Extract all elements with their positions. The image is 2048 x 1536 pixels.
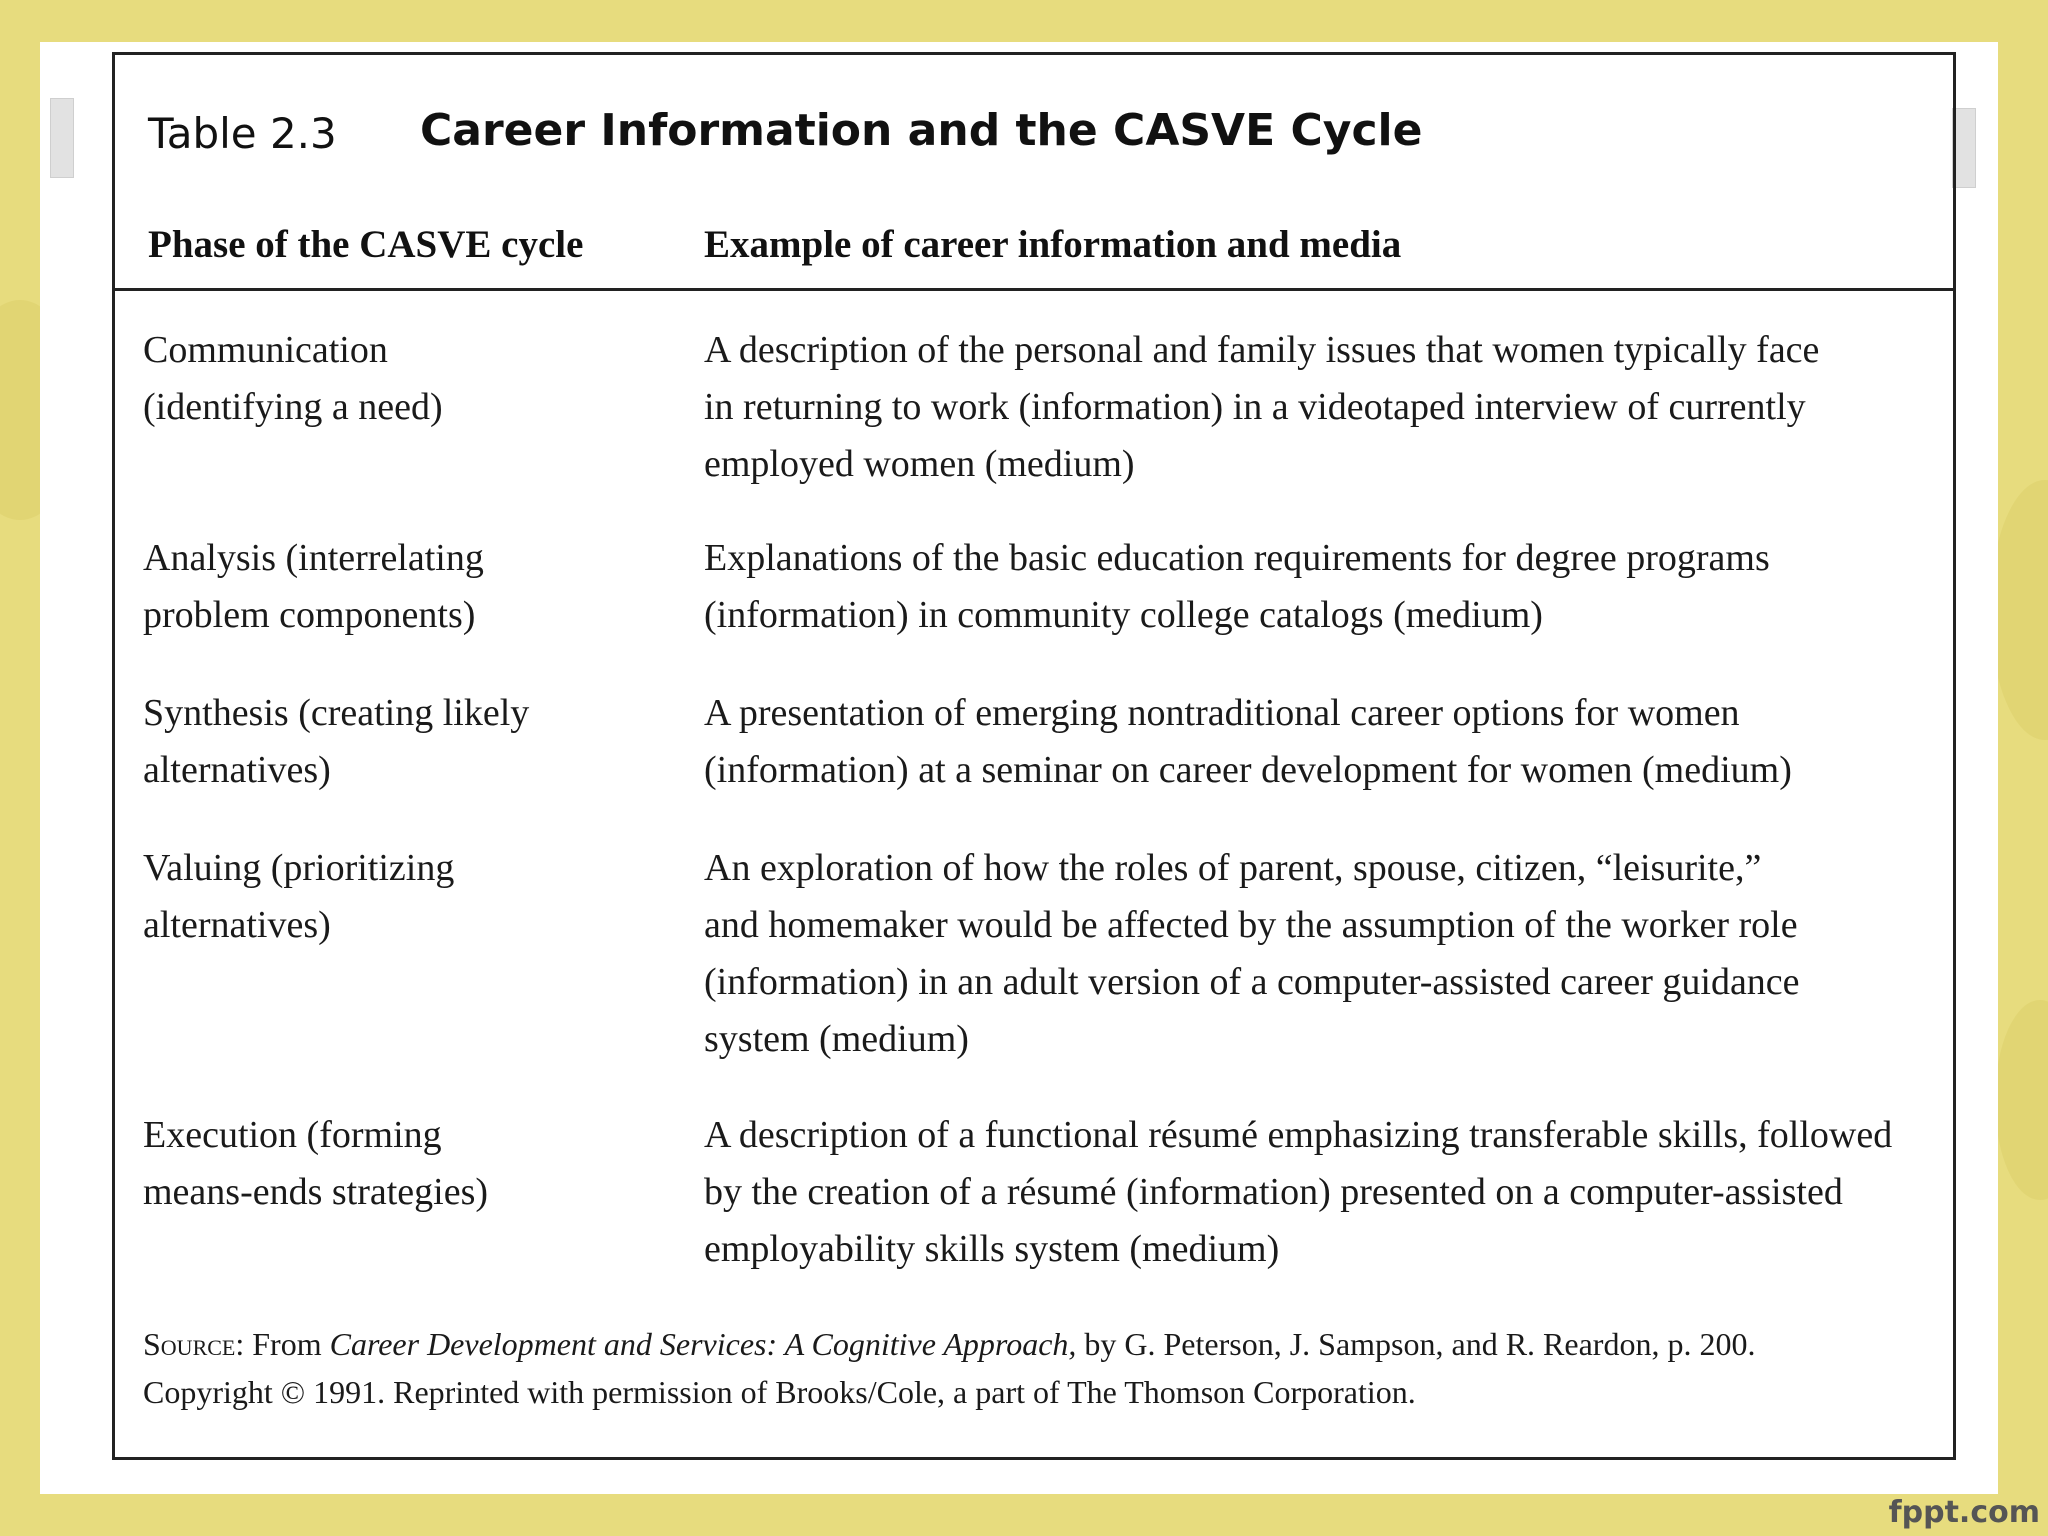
column-header-phase: Phase of the CASVE cycle [148,223,584,266]
table-row-example: An exploration of how the roles of parent, spouse, citizen, “leisurite,” and homemaker would be affected by the assumption of the worker role (information) in an adult version of a computer-assisted career guidance system (medium) [704,847,1800,1060]
table-row-phase: Synthesis (creating likely alternatives) [143,692,530,791]
table-row-example: A presentation of emerging nontraditional career options for women (information) at a seminar on career development for women (medium) [704,692,1792,791]
source-line-1: Source: From Career Development and Services: A Cognitive Approach, by G. Peterson, J. Sampson, and R. Reardon, p. 200. [143,1326,1756,1362]
header-rule [112,288,1956,291]
table-number: Table 2.3 [148,109,337,158]
source-line-2: Copyright © 1991. Reprinted with permission of Brooks/Cole, a part of The Thomson Corporation. [143,1374,1416,1410]
fppt-watermark: fppt.com [1888,1495,2040,1530]
table-row-phase: Communication (identifying a need) [143,329,443,428]
table-row-phase: Valuing (prioritizing alternatives) [143,847,455,946]
table-row-example: A description of a functional résumé emphasizing transferable skills, followed by the creation of a résumé (information) presented on a computer-assisted employability skills system (medium) [704,1114,1893,1270]
source-note [143,1320,1943,1416]
left-binder-tab [50,98,74,178]
table-row-example: Explanations of the basic education requirements for degree programs (information) in community college catalogs (medium) [704,537,1770,636]
background-blotch [1995,1000,2048,1200]
table-title: Career Information and the CASVE Cycle [420,105,1423,156]
table-row-example: A description of the personal and family issues that women typically face in returning to work (information) in a videotaped interview of currently employed women (medium) [704,329,1820,485]
table-row-phase: Analysis (interrelating problem components) [143,537,484,636]
column-header-example: Example of career information and media [704,223,1402,266]
source-book-title: Career Development and Services: A Cognitive Approach, [329,1326,1077,1362]
table-row-phase: Execution (forming means-ends strategies) [143,1114,489,1213]
background-blotch [1990,480,2048,740]
